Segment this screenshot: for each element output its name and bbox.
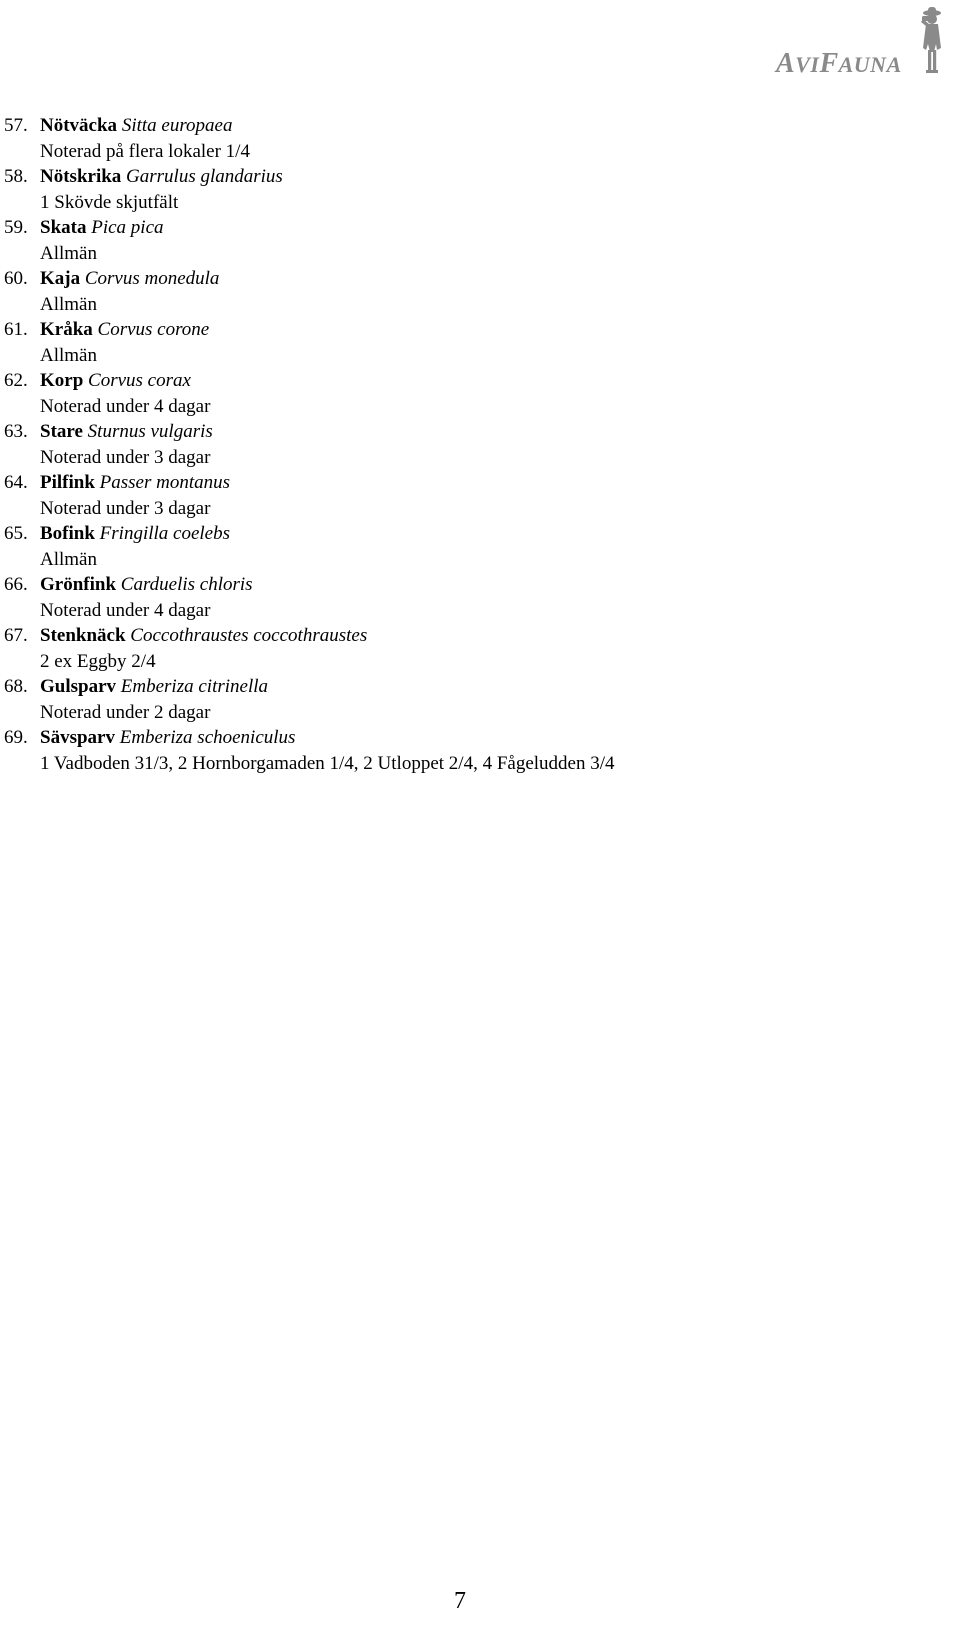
species-common-name: Skata bbox=[40, 217, 87, 238]
logo-wordmark bbox=[776, 48, 902, 80]
species-entry bbox=[4, 113, 615, 164]
species-common-name: Nötskrika bbox=[40, 166, 122, 187]
species-number: 62. bbox=[4, 370, 28, 391]
species-latin-name: Coccothraustes coccothraustes bbox=[130, 625, 368, 646]
species-note: Noterad under 2 dagar bbox=[40, 701, 211, 723]
species-entry bbox=[4, 164, 615, 215]
species-number: 60. bbox=[4, 268, 28, 289]
species-note: Noterad under 3 dagar bbox=[40, 497, 211, 519]
species-number: 65. bbox=[4, 523, 28, 544]
species-note: 2 ex Eggby 2/4 bbox=[40, 650, 156, 672]
species-number: 61. bbox=[4, 319, 28, 340]
species-heading bbox=[4, 266, 615, 292]
species-entry bbox=[4, 725, 615, 776]
species-heading bbox=[4, 215, 615, 241]
logo-part-auna: AUNA bbox=[838, 52, 902, 77]
logo-part-vi: VI bbox=[795, 52, 820, 77]
species-number: 69. bbox=[4, 727, 28, 748]
species-heading bbox=[4, 113, 615, 139]
species-note: Allmän bbox=[40, 242, 97, 264]
species-latin-name: Pica pica bbox=[91, 217, 164, 238]
species-latin-name: Emberiza citrinella bbox=[120, 676, 269, 697]
avifauna-logo bbox=[774, 4, 954, 80]
species-latin-name: Passer montanus bbox=[99, 472, 231, 493]
species-latin-name: Corvus monedula bbox=[84, 268, 220, 289]
species-entry bbox=[4, 674, 615, 725]
species-common-name: Korp bbox=[40, 370, 84, 391]
species-common-name: Grönfink bbox=[40, 574, 117, 595]
species-latin-name: Carduelis chloris bbox=[120, 574, 253, 595]
species-heading bbox=[4, 725, 615, 751]
species-entry bbox=[4, 419, 615, 470]
species-heading bbox=[4, 419, 615, 445]
species-common-name: Kråka bbox=[40, 319, 93, 340]
species-common-name: Stare bbox=[40, 421, 83, 442]
species-number: 66. bbox=[4, 574, 28, 595]
species-common-name: Bofink bbox=[40, 523, 95, 544]
species-common-name: Pilfink bbox=[40, 472, 95, 493]
page-number bbox=[0, 1588, 960, 1615]
species-common-name: Kaja bbox=[40, 268, 81, 289]
species-entry bbox=[4, 368, 615, 419]
species-note: Noterad under 4 dagar bbox=[40, 395, 211, 417]
species-heading bbox=[4, 521, 615, 547]
species-number: 57. bbox=[4, 115, 28, 136]
species-number: 58. bbox=[4, 166, 28, 187]
species-heading bbox=[4, 317, 615, 343]
species-note: Allmän bbox=[40, 344, 97, 366]
species-note: Noterad på flera lokaler 1/4 bbox=[40, 140, 250, 162]
species-entry bbox=[4, 215, 615, 266]
species-note: Allmän bbox=[40, 293, 97, 315]
species-latin-name: Corvus corax bbox=[88, 370, 191, 391]
logo-part-f: F bbox=[819, 48, 839, 79]
species-heading bbox=[4, 470, 615, 496]
species-entry bbox=[4, 317, 615, 368]
species-latin-name: Corvus corone bbox=[97, 319, 210, 340]
species-number: 68. bbox=[4, 676, 28, 697]
species-entry bbox=[4, 266, 615, 317]
species-heading bbox=[4, 368, 615, 394]
species-note: 1 Vadboden 31/3, 2 Hornborgamaden 1/4, 2 Utloppet 2/4, 4 Fågeludden 3/4 bbox=[40, 752, 615, 774]
species-heading bbox=[4, 572, 615, 598]
species-note: 1 Skövde skjutfält bbox=[40, 191, 179, 213]
species-common-name: Sävsparv bbox=[40, 727, 115, 748]
page-number-text: 7 bbox=[454, 1588, 466, 1614]
species-number: 67. bbox=[4, 625, 28, 646]
species-latin-name: Fringilla coelebs bbox=[99, 523, 231, 544]
species-entry bbox=[4, 470, 615, 521]
species-number: 59. bbox=[4, 217, 28, 238]
species-common-name: Stenknäck bbox=[40, 625, 126, 646]
species-latin-name: Emberiza schoeniculus bbox=[119, 727, 296, 748]
species-entry bbox=[4, 623, 615, 674]
species-common-name: Nötväcka bbox=[40, 115, 118, 136]
species-number: 64. bbox=[4, 472, 28, 493]
species-latin-name: Sturnus vulgaris bbox=[87, 421, 213, 442]
species-note: Allmän bbox=[40, 548, 97, 570]
species-latin-name: Garrulus glandarius bbox=[126, 166, 283, 187]
logo-part-a: A bbox=[776, 48, 796, 79]
species-heading bbox=[4, 623, 615, 649]
species-heading bbox=[4, 164, 615, 190]
species-heading bbox=[4, 674, 615, 700]
species-note: Noterad under 3 dagar bbox=[40, 446, 211, 468]
species-note: Noterad under 4 dagar bbox=[40, 599, 211, 621]
species-latin-name: Sitta europaea bbox=[121, 115, 233, 136]
species-number: 63. bbox=[4, 421, 28, 442]
species-list bbox=[4, 113, 615, 776]
species-common-name: Gulsparv bbox=[40, 676, 117, 697]
species-entry bbox=[4, 521, 615, 572]
species-entry bbox=[4, 572, 615, 623]
